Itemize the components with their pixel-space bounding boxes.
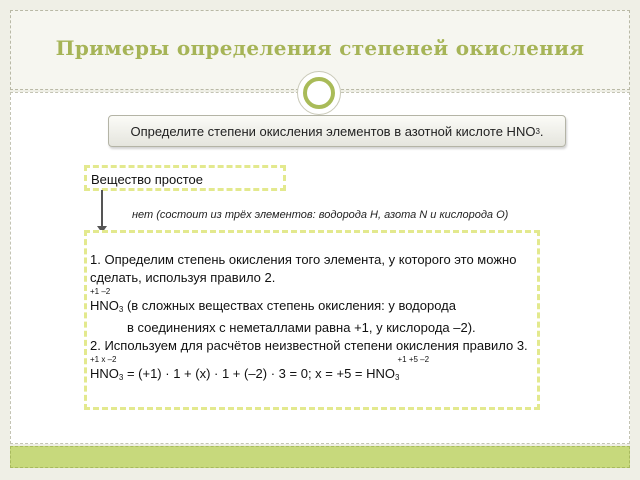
calculation-line [90, 365, 537, 387]
oxidation-states-2-left: +1 x –2 [90, 355, 117, 364]
solution-line-1: 1. Определим степень окисления того элемента, у которого это можно [90, 252, 517, 267]
solution-line-4: в соединениях с неметаллами равна +1, у кислорода –2). [127, 320, 476, 335]
solution-line-2: сделать, используя правило 2. [90, 270, 276, 285]
answer-note: нет (состоит из трёх элементов: водорода H, азота N и кислорода O) [132, 209, 509, 221]
task-subscript: 3 [535, 126, 540, 136]
ring-ornament-icon [303, 77, 335, 109]
task-box [108, 115, 566, 147]
task-text: Определите степени окисления элементов в азотной кислоте HNO [130, 123, 536, 139]
task-suffix: . [539, 123, 544, 139]
page-title: Примеры определения степеней окисления [55, 36, 585, 60]
oxidation-states-2-right: +1 +5 –2 [397, 355, 430, 364]
calc-result-subscript: 3 [395, 373, 400, 382]
calc-formula-subscript: 3 [118, 373, 124, 382]
formula-1-text: (в сложных веществах степень окисления: у водорода [123, 298, 456, 313]
calc-expression: = (+1) · 1 + (x) · 1 + (–2) · 3 = 0; x = +5 = HNO [123, 366, 396, 381]
formula-1-subscript: 3 [118, 305, 124, 314]
footer-bar [10, 446, 630, 468]
arrow-connector [101, 190, 103, 228]
simple-substance-box [84, 165, 286, 191]
calc-formula: HNO [90, 366, 119, 381]
solution-line-5: 2. Используем для расчётов неизвестной степени окисления правило 3. [90, 338, 528, 353]
formula-1: HNO [90, 298, 119, 313]
simple-substance-label: Вещество простое [91, 172, 204, 187]
oxidation-states-1: +1 –2 [90, 287, 111, 296]
oxidation-states-2 [90, 355, 537, 365]
solution-box [84, 230, 540, 410]
solution-formula-line [90, 297, 537, 319]
